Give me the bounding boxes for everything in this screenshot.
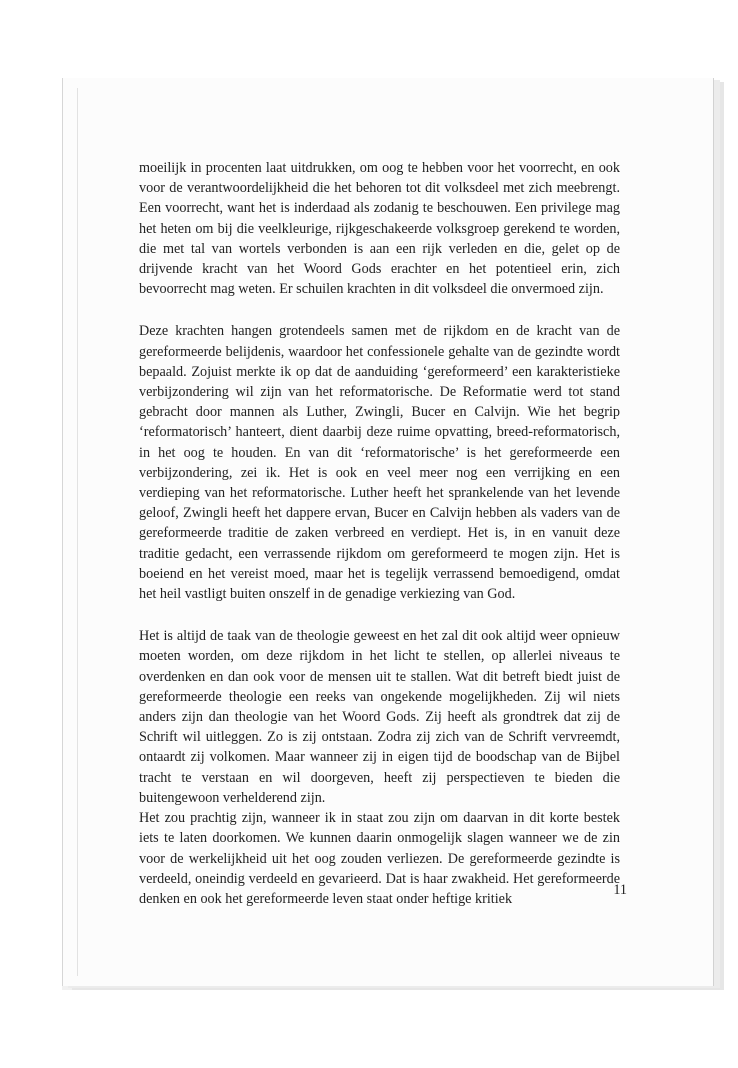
- paragraph-2: Deze krachten hangen grotendeels samen met de rijkdom en de kracht van de gereformeerde belijdenis, waardoor het confessionele gehalte van de gezindte wordt bepaald. Zojuist merkte ik op dat de aanduiding ‘gereformeerd’ een karakteristieke verbijzondering wil zijn van het reformatorische. De Reformatie werd tot stand gebracht door mannen als Luther, Zwingli, Bucer en Calvijn. Wie het begrip ‘reformatorisch’ hanteert, dient daarbij deze ruime opvatting, breed-reformatorisch, in het oog te houden. En van dit ‘reformatorische’ is het gereformeerde een verbijzondering, zei ik. Het is ook en veel meer nog een verrijking en een verdieping van het reformatorische. Luther heeft het sprankelende van het levende geloof, Zwingli heeft het dappere ervan, Bucer en Calvijn hebben als vaders van de gereformeerde traditie de zaken verbreed en verdiept. Het is, in en vanuit deze traditie gedacht, een verrassende rijkdom om gereformeerd te mogen zijn. Het is boeiend en het vereist moed, maar het is tegelijk verrassend bemoedigend, omdat het heil vastligt buiten onszelf in de genadige verkiezing van God.: [139, 323, 620, 603]
- page-number: 11: [613, 882, 627, 898]
- paragraph-gap: [139, 299, 620, 321]
- paragraph-4: Het zou prachtig zijn, wanneer ik in staat zou zijn om daarvan in dit korte bestek iets te laten doorkomen. We kunnen daarin onmogelijk slagen wanneer we de zin voor de werkelijkheid uit het oog zouden verliezen. De gereformeerde gezindte is verdeeld, oneindig verdeeld en gevarieerd. Dat is haar zwakheid. Het gereformeerde denken en ook het gereformeerde leven staat onder heftige kritiek: [139, 810, 620, 907]
- paragraph-3: Het is altijd de taak van de theologie geweest en het zal dit ook altijd weer opnieuw moeten worden, om deze rijkdom in het licht te stellen, op allerlei niveaus te overdenken en dan ook voor de mensen uit te stallen. Wat dit betreft biedt juist de gereformeerde theologie een reeks van ongekende mogelijkheden. Zij wil niets anders zijn dan theologie van het Woord Gods. Zij heeft als grondtrek dat zij de Schrift wil uitleggen. Zo is zij ontstaan. Zodra zij zich van de Schrift vervreemdt, ontaardt zij volkomen. Maar wanneer zij in eigen tijd de boodschap van de Bijbel tracht te verstaan en wil doorgeven, heeft zij perspectieven te bieden die buitengewoon verhelderend zijn.: [139, 628, 620, 806]
- paragraph-gap: [139, 604, 620, 626]
- book-page: [62, 78, 714, 986]
- paragraph-1: moeilijk in procenten laat uitdrukken, om oog te hebben voor het voorrecht, en ook voor de verantwoordelijkheid die het behoren tot dit volksdeel met zich meebrengt. Een voorrecht, want het is inderdaad als zodanig te beschouwen. Een privilege mag het heten om bij die veelkleurige, rijkgeschakeerde volksgroep gerekend te worden, die met tal van wortels verbonden is aan een rijk verleden en die, gelet op de drijvende kracht van het Woord Gods erachter en het potentieel erin, zich bevoorrecht mag weten. Er schuilen krachten in dit volksdeel die onvermoed zijn.: [139, 160, 620, 298]
- body-text: [139, 158, 620, 909]
